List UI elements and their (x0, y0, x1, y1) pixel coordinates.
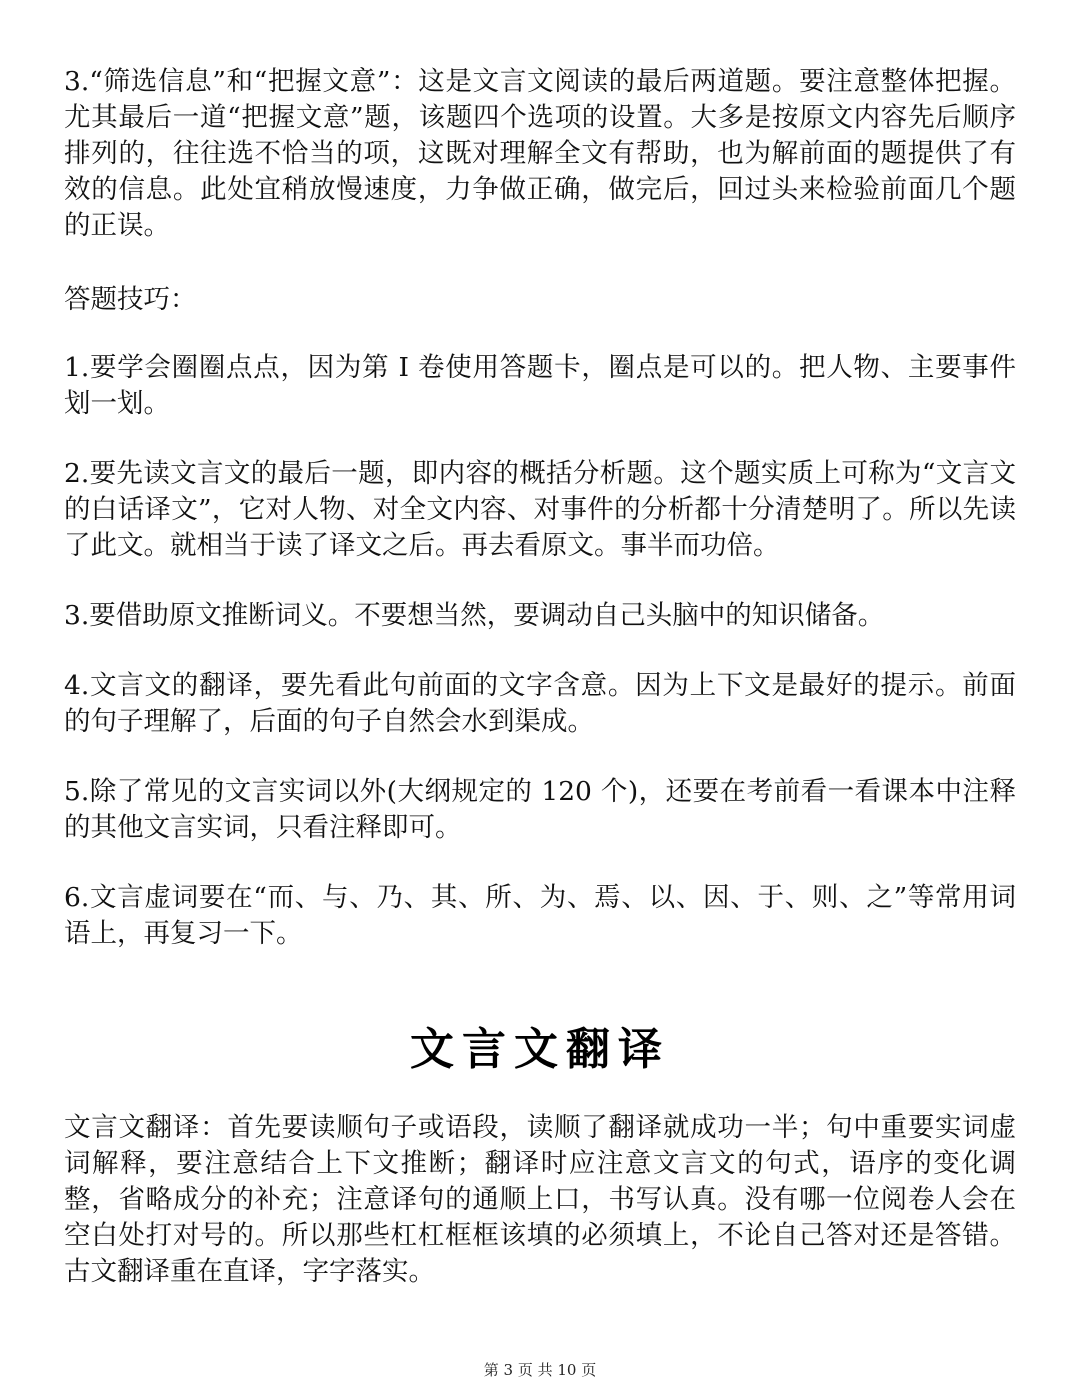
tip-6: 6.文言虚词要在“而、与、乃、其、所、为、焉、以、因、于、则、之”等常用词语上，再复习一下。 (64, 882, 1016, 949)
tip-3: 3.要借助原文推断词义。不要想当然，要调动自己头脑中的知识储备。 (64, 600, 885, 631)
tip-4: 4.文言文的翻译，要先看此句前面的文字含意。因为上下文是最好的提示。前面的句子理解了，后面的句子自然会水到渠成。 (64, 670, 1016, 737)
paragraph-filter-info: 3.“筛选信息”和“把握文意”：这是文言文阅读的最后两道题。要注意整体把握。尤其最后一道“把握文意”题，该题四个选项的设置。大多是按原文内容先后顺序排列的，往往选不恰当的项，这既对理解全文有帮助，也为解前面的题提供了有效的信息。此处宜稍放慢速度，力争做正确，做完后，回过头来检验前面几个题的正误。 (64, 66, 1016, 241)
page-number: 第 3 页 共 10 页 (483, 1361, 597, 1379)
tip-5: 5.除了常见的文言实词以外(大纲规定的 120 个)，还要在考前看一看课本中注释的其他文言实词，只看注释即可。 (64, 776, 1016, 843)
tip-2: 2.要先读文言文的最后一题，即内容的概括分析题。这个题实质上可称为“文言文的白话译文”，它对人物、对全文内容、对事件的分析都十分清楚明了。所以先读了此文。就相当于读了译文之后。再去看原文。事半而功倍。 (64, 458, 1016, 561)
translation-paragraph: 文言文翻译：首先要读顺句子或语段，读顺了翻译就成功一半；句中重要实词虚词解释，要注意结合上下文推断；翻译时应注意文言文的句式，语序的变化调整，省略成分的补充；注意译句的通顺上口，书写认真。没有哪一位阅卷人会在空白处打对号的。所以那些杠杠框框该填的必须填上，不论自己答对还是答错。古文翻译重在直译，字字落实。 (64, 1112, 1016, 1287)
tip-1: 1.要学会圈圈点点，因为第 I 卷使用答题卡，圈点是可以的。把人物、主要事件划一划。 (64, 352, 1016, 419)
section-heading: 文言文翻译 (410, 1024, 670, 1075)
tips-title: 答题技巧： (64, 284, 197, 315)
